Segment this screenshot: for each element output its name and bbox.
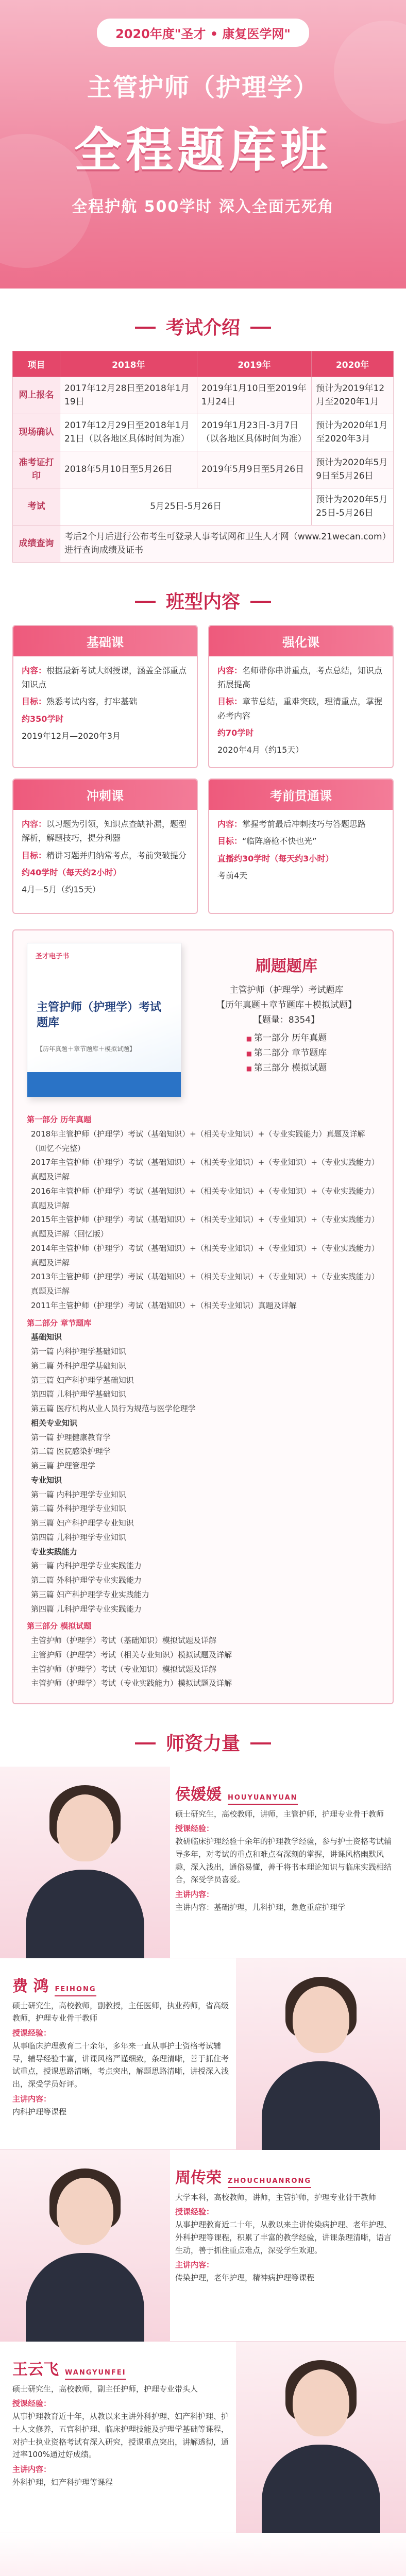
toc-item[interactable]: 第三篇 护理管理学 [31, 1461, 95, 1471]
table-cell: 2019年1月23日-3月7日（以各地区具体时间为准） [197, 414, 312, 451]
toc-item[interactable]: 第四篇 儿科护理学基础知识 [31, 1389, 126, 1399]
teacher-pinyin: FEIHONG [55, 1984, 96, 1996]
book-parts-list [246, 1031, 327, 1076]
course-key: 目标： [217, 836, 243, 846]
course-hours: 直播约30学时（每天约3小时） [217, 853, 334, 863]
course-value: 根据最新考试大纲授课，涵盖全部重点知识点 [22, 666, 187, 690]
teacher-title: 硕士研究生，高校教师，副教授，主任医师，执业药师，省高级教师，护理专业骨干教师 [12, 2001, 229, 2023]
toc-part: 第三部分 模拟试题 [27, 1621, 92, 1631]
row-label: 网上报名 [13, 377, 60, 414]
table-cell: 2018年5月10日至5月26日 [60, 451, 197, 488]
toc-item[interactable]: 主管护师（护理学）考试（基础知识）模拟试题及详解 [31, 1636, 217, 1646]
table-header-cell: 项目 [13, 351, 60, 377]
book-name: 刷题题库 [256, 957, 317, 976]
toc-item[interactable]: 第二篇 外科护理学专业实践能力 [31, 1575, 142, 1585]
row-label: 现场确认 [13, 414, 60, 451]
toc-part: 第一部分 历年真题 [27, 1115, 92, 1125]
toc-item[interactable]: 第四篇 儿科护理学专业知识 [31, 1532, 126, 1542]
toc-item[interactable]: 主管护师（护理学）考试（相关专业知识）模拟试题及详解 [31, 1650, 232, 1659]
course-period: 2019年12月—2020年3月 [22, 731, 121, 741]
teachers-section-title: 师资力量 [0, 1704, 406, 1767]
teacher-name: 周传荣 [175, 2169, 222, 2188]
book-cover-title: 主管护师（护理学）考试题库 [37, 1001, 162, 1029]
toc-item[interactable]: 2018年主管护师（护理学）考试（基础知识）+（相关专业知识）+（专业实践能力）真题及详解（回忆不完整） [31, 1129, 365, 1153]
teacher-card [0, 2150, 406, 2342]
toc-item[interactable]: 第三篇 妇产科护理学专业知识 [31, 1518, 134, 1528]
toc-item[interactable]: 主管护师（护理学）考试（专业实践能力）模拟试题及详解 [31, 1679, 232, 1688]
table-header-cell: 2018年 [60, 351, 197, 377]
teacher-title: 硕士研究生，高校教师，副主任护师，护理专业带头人 [12, 2384, 198, 2394]
toc-item[interactable]: 2013年主管护师（护理学）考试（基础知识）+（相关专业知识）+（专业知识）+（专业实践能力）真题及详解 [31, 1272, 379, 1296]
toc-item[interactable]: 2015年主管护师（护理学）考试（基础知识）+（相关专业知识）+（专业知识）+（专业实践能力）真题及详解（回忆版） [31, 1215, 379, 1239]
teacher-name: 费 鸿 [12, 1977, 49, 1996]
toc-item[interactable]: 2011年主管护师（护理学）考试（基础知识）+（相关专业知识）真题及详解 [31, 1300, 297, 1310]
course-name: 基础课 [13, 626, 197, 656]
book-info [194, 943, 379, 1075]
teacher-card [0, 1958, 406, 2150]
course-name: 强化课 [209, 626, 393, 656]
exam-table [12, 351, 394, 563]
toc-item[interactable]: 第五篇 医疗机构从业人员行为规范与医学伦理学 [31, 1404, 196, 1414]
book-line: 【历年真题＋章节题库＋模拟试题】 [216, 1000, 357, 1011]
teacher-experience: 从事护理教育近二十年，从教以来主讲传染病护理、老年护理、外科护理等课程，积累了丰富的教学经验，讲课条理清晰，语言生动，善于抓住重点难点，深受学生欢迎。 [175, 2220, 392, 2255]
teacher-photo [236, 1958, 406, 2150]
book-line: 主管护师（护理学）考试题库 [229, 985, 344, 996]
teacher-title: 硕士研究生，高校教师，讲师，主管护师，护理专业骨干教师 [175, 1809, 384, 1819]
table-row [13, 377, 394, 414]
teacher-pinyin: HOUYUANYUAN [228, 1792, 298, 1804]
teacher-label: 主讲内容： [12, 2094, 52, 2104]
course-value: 掌握考前最后冲刺技巧与答题思路 [242, 819, 366, 829]
course-key: 内容： [22, 666, 47, 675]
list-item: ■ 第一部分 历年真题 [246, 1031, 327, 1046]
course-card-final[interactable] [208, 778, 394, 914]
course-key: 内容： [217, 819, 243, 829]
teacher-course: 内科护理等课程 [12, 2107, 67, 2116]
teacher-label: 授课经验： [12, 2399, 52, 2409]
table-cell: 2019年1月10日至2019年1月24日 [197, 377, 312, 414]
table-cell-merged: 5月25日-5月26日 [60, 488, 312, 526]
teacher-name: 侯媛媛 [175, 1786, 222, 1804]
teacher-card [0, 2342, 406, 2533]
toc-subheading: 相关专业知识 [31, 1418, 78, 1428]
course-key: 目标： [217, 697, 243, 707]
toc-item[interactable]: 第二篇 医院感染护理学 [31, 1447, 111, 1456]
table-cell: 2019年5月9日至5月26日 [197, 451, 312, 488]
table-cell: 预计为2019年12月至2020年1月 [312, 377, 394, 414]
teacher-label: 授课经验： [12, 2028, 52, 2038]
teacher-label: 主讲内容： [175, 2260, 214, 2270]
course-grid [12, 625, 394, 914]
toc-item[interactable]: 第一篇 护理健康教育学 [31, 1432, 111, 1442]
teacher-name: 王云飞 [12, 2361, 59, 2379]
teacher-photo [0, 1767, 170, 1958]
toc-item[interactable]: 第三篇 妇产科护理学专业实践能力 [31, 1589, 149, 1599]
course-period: 2020年4月（约15天） [217, 744, 304, 755]
course-name: 冲刺课 [13, 779, 197, 810]
list-item: ■ 第三部分 模拟试题 [246, 1061, 327, 1076]
toc-item[interactable]: 第二篇 外科护理学专业知识 [31, 1504, 126, 1514]
book-cover-band [27, 1072, 181, 1097]
course-value: 章节总结，重难突破，理清重点，掌握必考内容 [217, 697, 383, 721]
hero-ribbon: 2020年度"圣才 • 康复医学网" [97, 19, 309, 47]
course-hours: 约70学时 [217, 727, 254, 738]
course-value: 名师带你串讲重点，考点总结，知识点拓展提高 [217, 666, 383, 690]
teacher-pinyin: WANGYUNFEI [65, 2367, 126, 2379]
toc-subheading: 基础知识 [31, 1332, 62, 1342]
book-cover-image[interactable] [27, 943, 181, 1097]
row-label: 成绩查询 [13, 526, 60, 563]
teacher-course: 传染护理，老年护理，精神病护理等课程 [175, 2273, 315, 2283]
hero-banner [0, 0, 406, 289]
page-footer [0, 2533, 406, 2576]
course-card-sprint[interactable] [12, 778, 198, 914]
teacher-course: 外科护理，妇产科护理等课程 [12, 2477, 113, 2487]
course-key: 内容： [217, 666, 243, 675]
toc-item[interactable]: 第三篇 妇产科护理学基础知识 [31, 1375, 134, 1385]
teacher-label: 主讲内容： [12, 2465, 52, 2475]
hero-title-line1: 主管护师（护理学） [87, 73, 319, 102]
teacher-card [0, 1767, 406, 1958]
course-key: 目标： [22, 697, 47, 707]
exam-section-title: 考试介绍 [0, 289, 406, 351]
course-value: 熟悉考试内容，打牢基础 [46, 697, 138, 707]
exam-table-header [13, 351, 394, 377]
table-header-cell: 2020年 [312, 351, 394, 377]
course-value: 以习题为引领，知识点查缺补漏，题型解析，解题技巧，提分利器 [22, 819, 187, 843]
list-item: ■ 第二部分 章节题库 [246, 1046, 327, 1061]
courses-section-title: 班型内容 [0, 563, 406, 625]
teacher-pinyin: ZHOUCHUANRONG [228, 2176, 311, 2188]
toc-item[interactable]: 2014年主管护师（护理学）考试（基础知识）+（相关专业知识）+（专业知识）+（专业实践能力）真题及详解 [31, 1243, 379, 1267]
course-period: 考前4天 [217, 870, 248, 880]
teacher-label: 授课经验： [175, 1824, 214, 1834]
teacher-photo [0, 2150, 170, 2342]
toc-item[interactable]: 主管护师（护理学）考试（专业知识）模拟试题及详解 [31, 1664, 217, 1674]
table-cell: 预计为2020年5月25日-5月26日 [312, 488, 394, 526]
toc-part: 第二部分 章节题库 [27, 1318, 92, 1328]
row-label: 考试 [13, 488, 60, 526]
question-bank-box [12, 929, 394, 1704]
book-line: 【题量：8354】 [253, 1014, 320, 1025]
row-label: 准考证打印 [13, 451, 60, 488]
course-key: 目标： [22, 850, 47, 860]
hero-title-line2: 全程题库班 [74, 123, 332, 178]
course-card-intensive[interactable] [208, 625, 394, 768]
course-hours: 约350学时 [22, 714, 64, 724]
table-row [13, 488, 394, 526]
table-row [13, 414, 394, 451]
course-value: 精讲习题并归纳常考点，考前突破提分 [46, 850, 187, 860]
toc-subheading: 专业实践能力 [31, 1547, 78, 1556]
toc-item[interactable]: 第一篇 内科护理学专业知识 [31, 1489, 126, 1499]
toc-item[interactable]: 第二篇 外科护理学基础知识 [31, 1361, 126, 1370]
teacher-title: 大学本科，高校教师，讲师，主管护师，护理专业骨干教师 [175, 2192, 377, 2202]
toc-item[interactable]: 2016年主管护师（护理学）考试（基础知识）+（相关专业知识）+（专业知识）+（专业实践能力）真题及详解 [31, 1186, 379, 1210]
toc-item[interactable]: 第一篇 内科护理学基础知识 [31, 1347, 126, 1357]
course-hours: 约40学时（每天约2小时） [22, 867, 122, 877]
teacher-label: 主讲内容： [175, 1890, 214, 1900]
table-cell: 2017年12月29日至2018年1月21日（以各地区具体时间为准） [60, 414, 197, 451]
teacher-label: 授课经验： [175, 2207, 214, 2217]
book-cover-brand: 圣才电子书 [36, 953, 70, 961]
toc-item[interactable]: 第一篇 内科护理学专业实践能力 [31, 1561, 142, 1571]
teacher-experience: 教研临床护理经验十余年的护理教学经验，参与护士资格考试辅导多年，对考试的重点和难点有深刻的掌握，讲课风格幽默风趣，深入浅出，通俗易懂，善于将书本理论知识与临床实践相结合，深受学员喜爱。 [175, 1837, 392, 1885]
book-cover-subtitle: 【历年真题＋章节题库＋模拟试题】 [37, 1045, 136, 1053]
course-value: “临阵磨枪不快也光” [242, 836, 317, 846]
table-cell-wide: 考后2个月后进行公布考生可登录人事考试网和卫生人才网（www.21wecan.com）进行查询成绩及证书 [60, 526, 394, 563]
table-cell: 2017年12月28日至2018年1月19日 [60, 377, 197, 414]
teacher-photo [236, 2342, 406, 2533]
course-name: 考前贯通课 [209, 779, 393, 810]
hero-tagline: 全程护航 500学时 深入全面无死角 [72, 198, 334, 216]
toc-item[interactable]: 第四篇 儿科护理学专业实践能力 [31, 1604, 142, 1614]
teacher-course: 主讲内容：基础护理，儿科护理，急危重症护理学 [175, 1902, 346, 1912]
toc-item[interactable]: 2017年主管护师（护理学）考试（基础知识）+（相关专业知识）+（专业知识）+（专业实践能力）真题及详解 [31, 1158, 379, 1182]
table-row [13, 451, 394, 488]
table-row [13, 526, 394, 563]
course-card-basic[interactable] [12, 625, 198, 768]
toc-subheading: 专业知识 [31, 1475, 62, 1485]
table-cell: 预计为2020年1月至2020年3月 [312, 414, 394, 451]
course-key: 内容： [22, 819, 47, 829]
table-cell: 预计为2020年5月9日至5月26日 [312, 451, 394, 488]
table-header-cell: 2019年 [197, 351, 312, 377]
table-of-contents [27, 1113, 379, 1691]
course-period: 4月—5月（约15天） [22, 884, 100, 894]
teacher-experience: 从事护理教育近十年，从教以来主讲外科护理、妇产科护理、护士人文修养，五官科护理、临床护理技能及护理学基础等课程，对护士执业资格考试有深入研究，授课重点突出，讲解透彻，通过率100%通过好成绩。 [12, 2412, 229, 2460]
teacher-experience: 从事临床护理教育二十余年，多年来一直从事护士资格考试辅导，辅导经验丰富，讲课风格严谨细致，条理清晰，善于抓住考试重点，授课思路清晰，考点突出，解题思路清晰，讲授深入浅出，深受学员好评。 [12, 2041, 229, 2089]
